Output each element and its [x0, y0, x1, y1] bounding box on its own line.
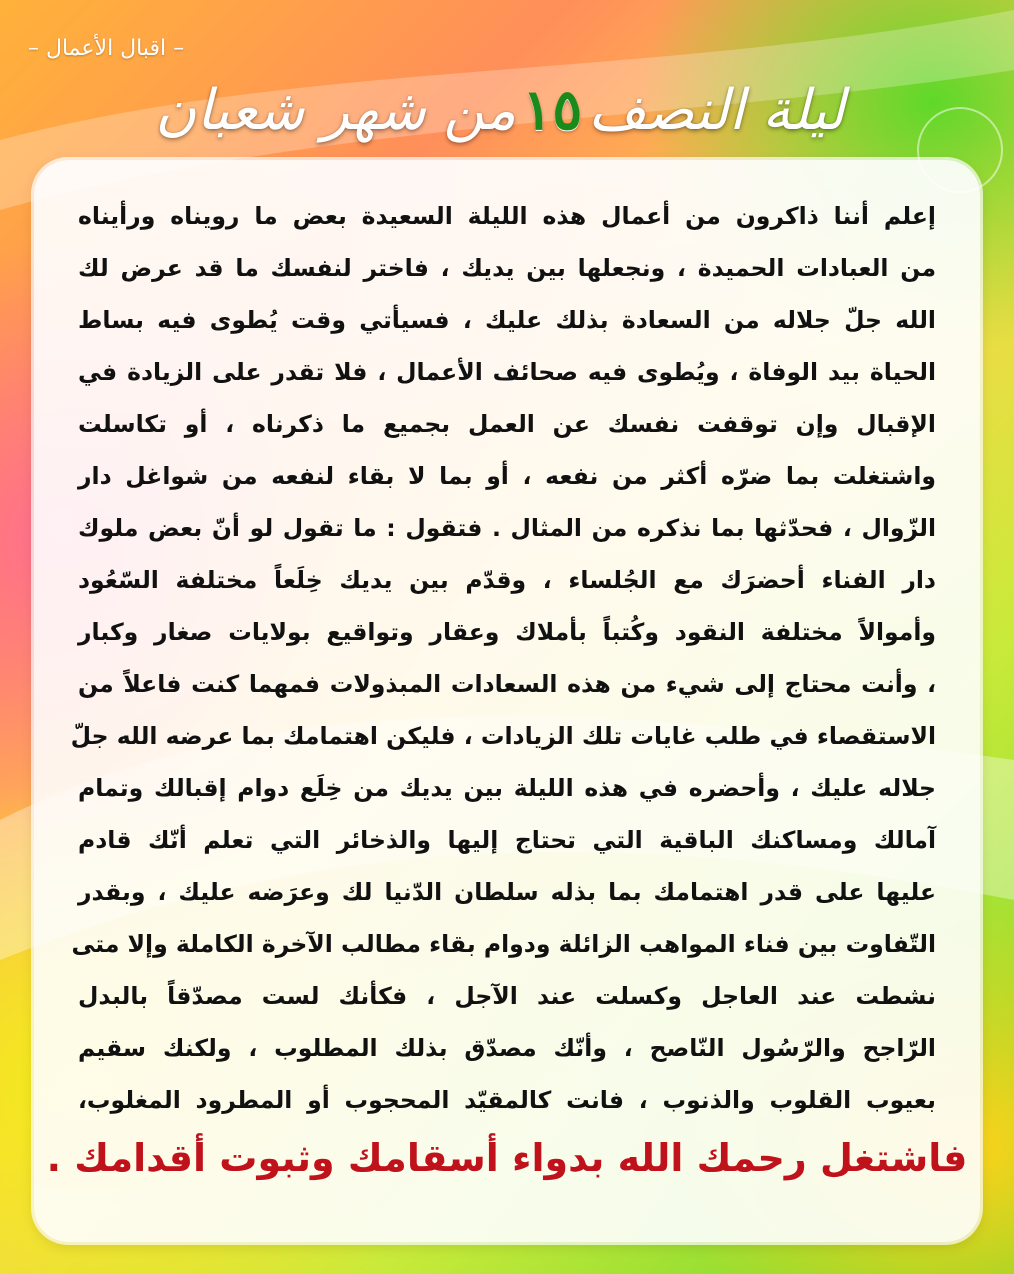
body-line: الإقبال وإن توقفت نفسك عن العمل بجميع ما ذكرناه ، أو تكاسلت: [78, 410, 936, 438]
title-number: ١٥: [522, 77, 583, 143]
text-panel: [34, 160, 980, 1242]
body-line: آمالك ومساكنك الباقية التي تحتاج إليها والذخائر التي تعلم أنّك قادم: [78, 826, 936, 854]
body-line: إعلم أننا ذاكرون من أعمال هذه الليلة السعيدة بعض ما رويناه ورأيناه: [78, 202, 936, 230]
body-line: نشطت عند العاجل وكسلت عند الآجل ، فكأنك لست مصدّقاً بالبدل: [78, 982, 936, 1010]
body-line: الزّوال ، فحدّثها بما نذكره من المثال . فتقول : ما تقول لو أنّ بعض ملوك: [78, 514, 936, 542]
body-line: بعيوب القلوب والذنوب ، فانت كالمقيّد المحجوب أو المطرود المغلوب،: [78, 1086, 936, 1114]
body-line: عليها على قدر اهتمامك بما بذله سلطان الدّنيا لك وعرَضه عليك ، وبقدر: [78, 878, 936, 906]
body-line: الحياة بيد الوفاة ، ويُطوى فيه صحائف الأعمال ، فلا تقدر على الزيادة في: [78, 358, 936, 386]
closing-line: فاشتغل رحمك الله بدواء أسقامك وثبوت أقدامك .: [46, 1136, 968, 1180]
title-part-two: من شهر شعبان: [155, 77, 517, 143]
body-line: التّفاوت بين فناء المواهب الزائلة ودوام بقاء مطالب الآخرة الكاملة وإلا متى: [71, 930, 936, 958]
page-subtitle: – اقبال الأعمال –: [28, 36, 185, 61]
body-line: جلاله عليك ، وأحضره في هذه الليلة بين يديك من خِلَع دوام إقبالك وتمام: [78, 774, 936, 802]
title-part-one: ليلة النصف: [588, 77, 845, 143]
body-line: من العبادات الحميدة ، ونجعلها بين يديك ، فاختر لنفسك ما قد عرض لك: [78, 254, 936, 282]
body-line: واشتغلت بما ضرّه أكثر من نفعه ، أو بما لا بقاء لنفعه من شواغل دار: [78, 462, 936, 490]
body-line: دار الفناء أحضرَك مع الجُلساء ، وقدّم بين يديك خِلَعاً مختلفة السّعُود: [78, 566, 936, 594]
body-text: [70, 190, 936, 1126]
page-title: [60, 70, 940, 150]
body-line: الله جلّ جلاله من السعادة بذلك عليك ، فسيأتي وقت يُطوى فيه بساط: [78, 306, 936, 334]
body-line: الرّاجح والرّسُول النّاصح ، وأنّك مصدّق بذلك المطلوب ، ولكنك سقيم: [78, 1034, 936, 1062]
body-line: الاستقصاء في طلب غايات تلك الزيادات ، فليكن اهتمامك بما عرضه الله جلّ: [70, 722, 936, 750]
body-line: وأموالاً مختلفة النقود وكُتباً بأملاك وعقار وتواقيع بولايات صغار وكبار: [78, 618, 936, 646]
body-line: ، وأنت محتاج إلى شيء من هذه السعادات المبذولات فمهما كنت فاعلاً من: [78, 670, 936, 698]
